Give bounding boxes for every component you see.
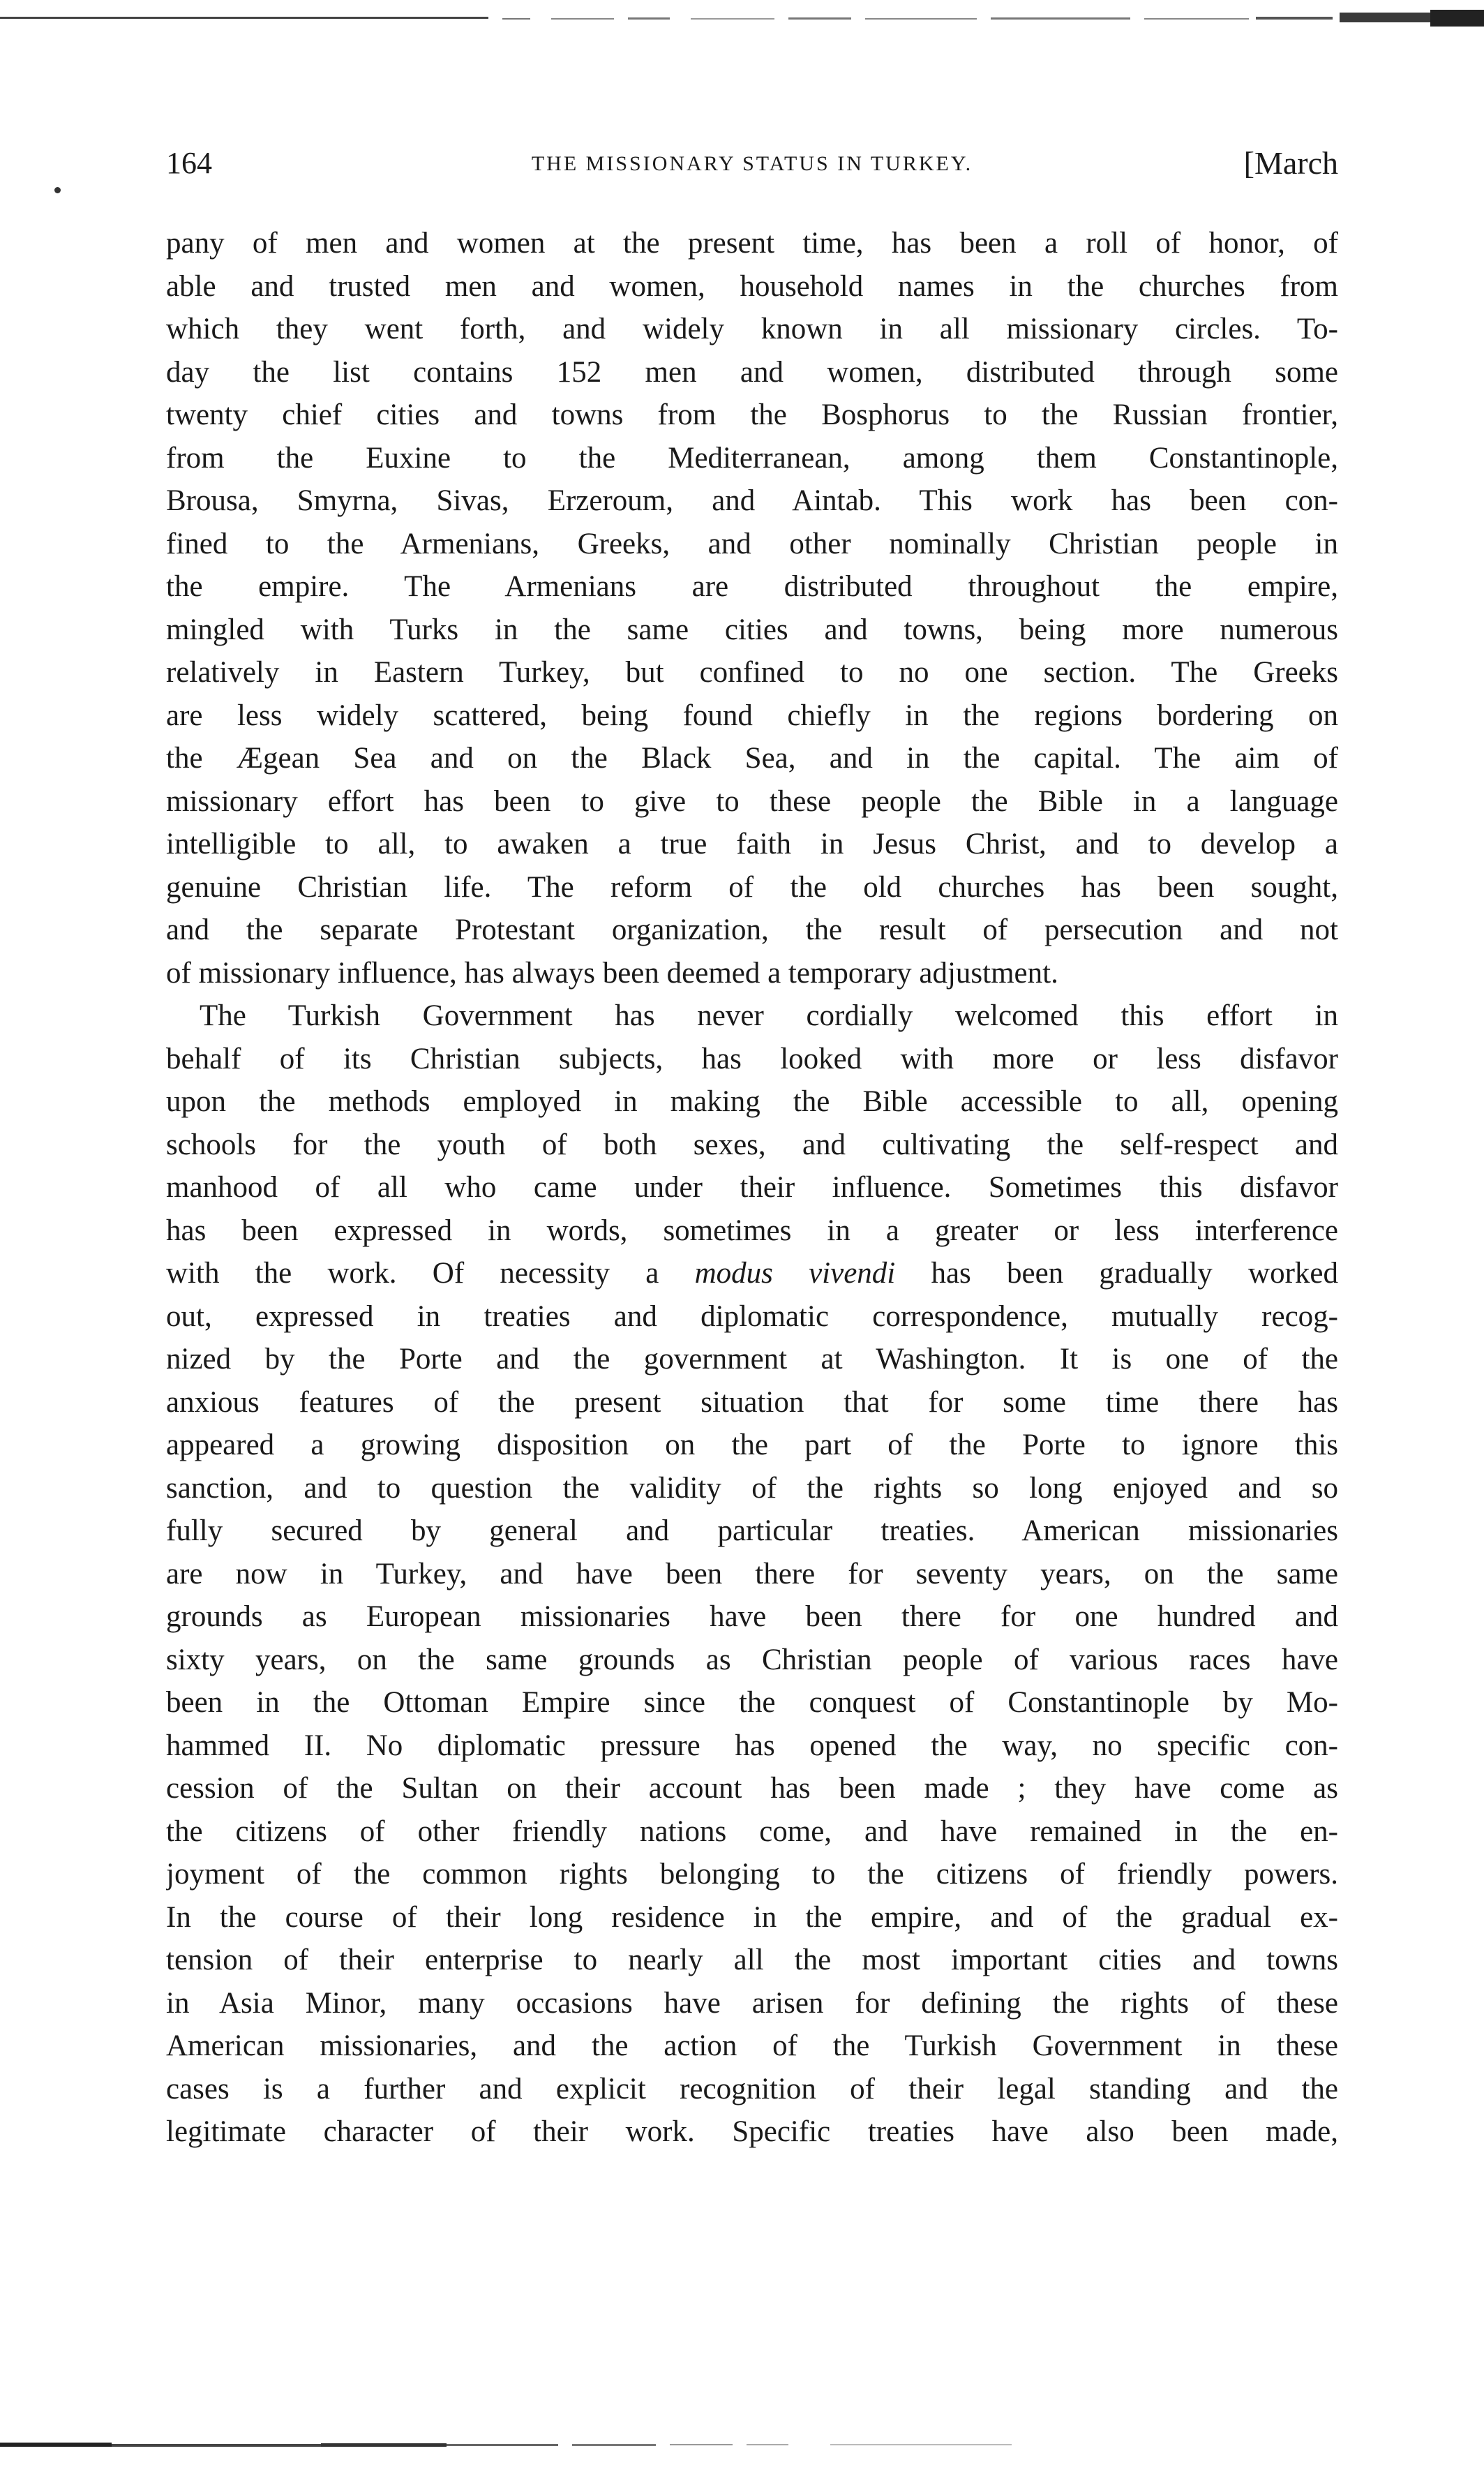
text-line: joyment of the common rights belonging to the citizens of friendly powers. (166, 1858, 1338, 1891)
text-fragment: with the work. Of necessity a (166, 1257, 695, 1290)
text-line: intelligible to all, to awaken a true faith in Jesus Christ, and to develop a (166, 828, 1338, 860)
scan-edge-bottom (0, 2436, 1484, 2457)
text-line: able and trusted men and women, household names in the churches from (166, 269, 1338, 303)
running-head (166, 142, 1338, 191)
text-line: cases is a further and explicit recognition of their legal standing and the (166, 2072, 1338, 2105)
text-line: upon the methods employed in making the Bible accessible to all, opening (166, 1085, 1338, 1118)
text-line: appeared a growing disposition on the part of the Porte to ignore this (166, 1429, 1338, 1461)
running-title: THE MISSIONARY STATUS IN TURKEY. (531, 152, 973, 175)
page-number: 164 (166, 146, 212, 180)
text-line: nized by the Porte and the government at Washington. It is one of the (166, 1343, 1338, 1376)
running-date: [March (1243, 145, 1338, 181)
text-line: are now in Turkey, and have been there for seventy years, on the same (166, 1557, 1338, 1590)
text-line: day the list contains 152 men and women, distributed through some (166, 355, 1338, 389)
text-line: which they went forth, and widely known in all missionary circles. To- (166, 313, 1338, 345)
text-line: grounds as European missionaries have been there for one hundred and (166, 1600, 1338, 1633)
text-line: cession of the Sultan on their account has been made ; they have come as (166, 1772, 1338, 1805)
text-line: sixty years, on the same grounds as Christian people of various races have (166, 1643, 1338, 1676)
text-line: twenty chief cities and towns from the Bosphorus to the Russian frontier, (166, 398, 1338, 431)
text-line: American missionaries, and the action of the Turkish Government in these (166, 2029, 1338, 2062)
text-line: out, expressed in treaties and diplomatic correspondence, mutually recog- (166, 1299, 1338, 1333)
text-line: anxious features of the present situation that for some time there has (166, 1385, 1338, 1419)
text-line: manhood of all who came under their influence. Sometimes this disfavor (166, 1171, 1338, 1204)
text-line: of missionary influence, has always been deemed a temporary adjustment. (166, 956, 1058, 990)
text-line: schools for the youth of both sexes, and cultivating the self-respect and (166, 1128, 1338, 1161)
text-line: In the course of their long residence in the empire, and of the gradual ex- (166, 1900, 1338, 1934)
article-body (166, 222, 1338, 2154)
text-fragment: has been gradually worked (895, 1257, 1338, 1290)
text-line: missionary effort has been to give to these people the Bible in a language (166, 784, 1338, 818)
text-line: from the Euxine to the Mediterranean, among them Constantinople, (166, 441, 1338, 475)
text-line: genuine Christian life. The reform of the old churches has been sought, (166, 870, 1338, 904)
text-line: pany of men and women at the present time, has been a roll of honor, of (166, 227, 1338, 260)
text-line: are less widely scattered, being found chiefly in the regions bordering on (166, 699, 1338, 732)
text-line: fined to the Armenians, Greeks, and other nominally Christian people in (166, 527, 1338, 560)
text-line: the citizens of other friendly nations come, and have remained in the en- (166, 1814, 1338, 1848)
paragraph-1 (166, 222, 1338, 994)
text-line: legitimate character of their work. Specific treaties have also been made, (166, 2115, 1338, 2148)
scan-dot-mark (54, 187, 61, 193)
text-line: Brousa, Smyrna, Sivas, Erzeroum, and Aintab. This work has been con- (166, 484, 1338, 517)
text-line: and the separate Protestant organization, the result of persecution and not (166, 914, 1338, 946)
text-line: mingled with Turks in the same cities and towns, being more numerous (166, 613, 1338, 646)
text-line: The Turkish Government has never cordially welcomed this effort in (200, 999, 1338, 1032)
italic-phrase: modus vivendi (694, 1257, 896, 1290)
text-line: hammed II. No diplomatic pressure has opened the way, no specific con- (166, 1729, 1338, 1762)
text-line: tension of their enterprise to nearly all the most important cities and towns (166, 1944, 1338, 1976)
paragraph-2 (166, 994, 1338, 2154)
text-line: has been expressed in words, sometimes in a greater or less interference (166, 1214, 1338, 1247)
text-line: fully secured by general and particular treaties. American missionaries (166, 1514, 1338, 1547)
text-line: in Asia Minor, many occasions have arisen for defining the rights of these (166, 1986, 1338, 2020)
text-line: the empire. The Armenians are distributed throughout the empire, (166, 570, 1338, 603)
text-line: sanction, and to question the validity of the rights so long enjoyed and so (166, 1471, 1338, 1505)
text-line-with-italic (166, 1252, 1338, 1295)
scan-edge-top (0, 10, 1484, 31)
text-line: behalf of its Christian subjects, has looked with more or less disfavor (166, 1042, 1338, 1075)
text-line: the Ægean Sea and on the Black Sea, and in the capital. The aim of (166, 742, 1338, 775)
text-line: relatively in Eastern Turkey, but confined to no one section. The Greeks (166, 656, 1338, 689)
text-line: been in the Ottoman Empire since the conquest of Constantinople by Mo- (166, 1686, 1338, 1719)
